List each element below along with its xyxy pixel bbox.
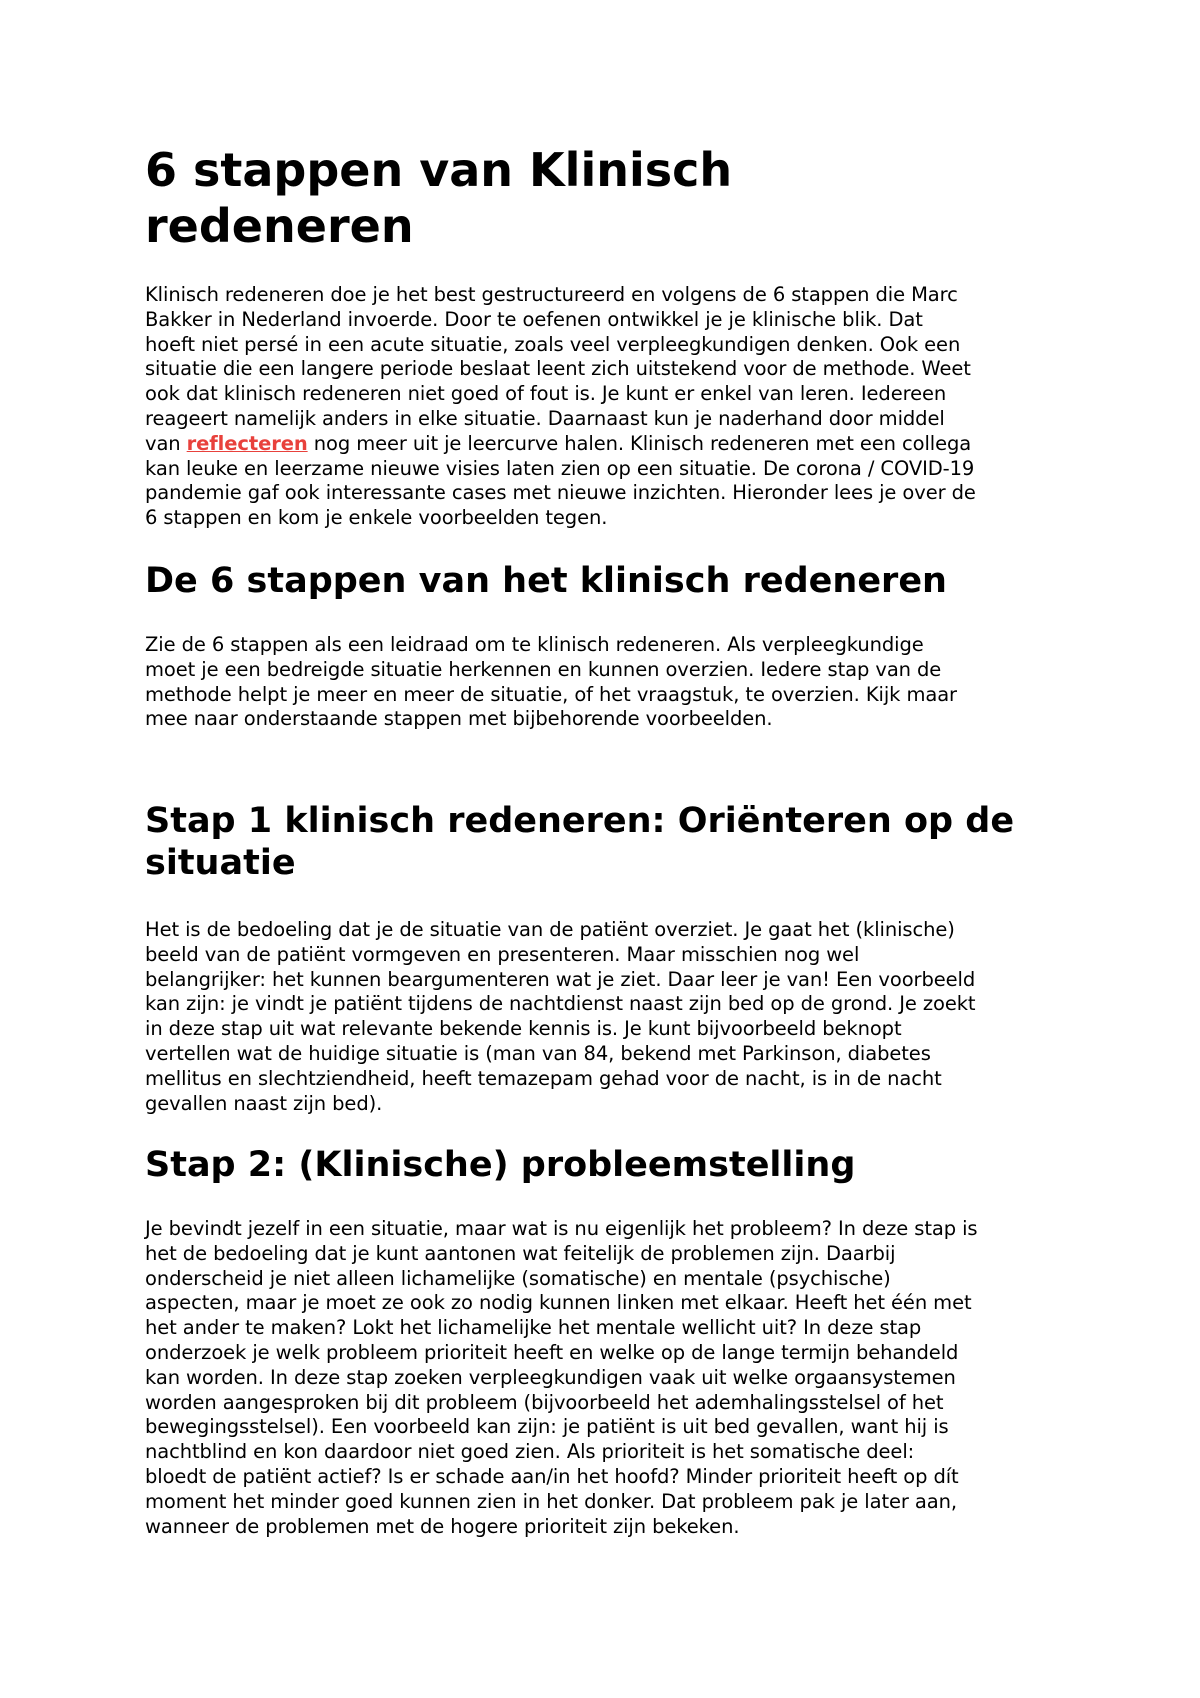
text-line: reageert namelijk anders in elke situatie. Daarnaast kun je naderhand door middel (145, 406, 945, 430)
text-line-with-link (145, 432, 1085, 457)
text-line: onderzoek je welk probleem prioriteit heeft en welke op de lange termijn behandeld (145, 1340, 959, 1364)
text-line: 6 stappen en kom je enkele voorbeelden tegen. (145, 506, 608, 530)
text-line: moment het minder goed kunnen zien in het donker. Dat probleem pak je later aan, (145, 1489, 957, 1513)
text-line: wanneer de problemen met de hogere prioriteit zijn bekeken. (145, 1514, 740, 1538)
text-line: moet je een bedreigde situatie herkennen en kunnen overzien. Iedere stap van de (145, 657, 942, 681)
step1-paragraph (145, 918, 1085, 1116)
text-line: kan zijn: je vindt je patiënt tijdens de nachtdienst naast zijn bed op de grond. Je zoekt (145, 992, 976, 1016)
text-line: ook dat klinisch redeneren niet goed of fout is. Je kunt er enkel van leren. Iedereen (145, 382, 947, 406)
text-line: het de bedoeling dat je kunt aantonen wat feitelijk de problemen zijn. Daarbij (145, 1241, 896, 1265)
text-line: worden aangesproken bij dit probleem (bijvoorbeeld het ademhalingsstelsel of het (145, 1390, 944, 1414)
text-line: hoeft niet persé in een acute situatie, zoals veel verpleegkundigen denken. Ook een (145, 332, 961, 356)
reflecteren-link[interactable]: reflecteren (186, 431, 308, 455)
text-line: bewegingsstelsel). Een voorbeeld kan zijn: je patiënt is uit bed gevallen, want hij is (145, 1415, 949, 1439)
step2-paragraph (145, 1217, 1085, 1539)
text-line: onderscheid je niet alleen lichamelijke (somatische) en mentale (psychische) (145, 1266, 891, 1290)
text-line: vertellen wat de huidige situatie is (man van 84, bekend met Parkinson, diabetes (145, 1041, 931, 1065)
text-line: Bakker in Nederland invoerde. Door te oefenen ontwikkel je je klinische blik. Dat (145, 307, 923, 331)
text-line: nachtblind en kon daardoor niet goed zien. Als prioriteit is het somatische deel: (145, 1440, 915, 1464)
page-title (145, 142, 1085, 254)
text-line: pandemie gaf ook interessante cases met nieuwe inzichten. Hieronder lees je over de (145, 481, 976, 505)
text-line: Klinisch redeneren doe je het best gestructureerd en volgens de 6 stappen die Marc (145, 283, 958, 306)
text-line: bloedt de patiënt actief? Is er schade aan/in het hoofd? Minder prioriteit heeft op dít (145, 1464, 959, 1488)
text-line: in deze stap uit wat relevante bekende kennis is. Je kunt bijvoorbeeld beknopt (145, 1017, 902, 1041)
text-line: Je bevindt jezelf in een situatie, maar wat is nu eigenlijk het probleem? In deze stap is (145, 1217, 978, 1240)
text-line: kan leuke en leerzame nieuwe visies laten zien op een situatie. De corona / COVID-19 (145, 456, 975, 480)
step1-heading (145, 800, 1014, 884)
text-line: belangrijker: het kunnen beargumenteren wat je ziet. Daar leer je van! Een voorbeeld (145, 967, 976, 991)
text-line: Zie de 6 stappen als een leidraad om te klinisch redeneren. Als verpleegkundige (145, 633, 924, 656)
text-fragment: van (145, 431, 187, 455)
text-line: methode helpt je meer en meer de situatie, of het vraagstuk, te overzien. Kijk maar (145, 682, 957, 706)
heading-line: Stap 1 klinisch redeneren: Oriënteren op de (145, 801, 1015, 841)
text-line: mellitus en slechtziendheid, heeft temazepam gehad voor de nacht, is in de nacht (145, 1066, 942, 1090)
text-line: kan worden. In deze stap zoeken verpleegkundigen vaak uit welke orgaansystemen (145, 1365, 956, 1389)
text-line: aspecten, maar je moet ze ook zo nodig kunnen linken met elkaar. Heeft het één met (145, 1291, 972, 1315)
section-heading-6-stappen: De 6 stappen van het klinisch redeneren (145, 561, 947, 601)
text-line: situatie die een langere periode beslaat leent zich uitstekend voor de methode. Weet (145, 357, 971, 381)
text-line: mee naar onderstaande stappen met bijbehorende voorbeelden. (145, 707, 773, 731)
text-line: gevallen naast zijn bed). (145, 1091, 383, 1115)
text-line: het ander te maken? Lokt het lichamelijke het mentale wellicht uit? In deze stap (145, 1316, 922, 1340)
heading-line: situatie (145, 843, 296, 883)
text-line: Het is de bedoeling dat je de situatie van de patiënt overziet. Je gaat het (klinische) (145, 918, 955, 941)
title-line: redeneren (145, 199, 414, 253)
text-fragment: nog meer uit je leercurve halen. Klinisch redeneren met een collega (307, 431, 972, 455)
intro-paragraph (145, 283, 1085, 531)
title-line: 6 stappen van Klinisch (145, 143, 733, 197)
step2-heading: Stap 2: (Klinische) probleemstelling (145, 1145, 856, 1185)
text-line: beeld van de patiënt vormgeven en presenteren. Maar misschien nog wel (145, 942, 860, 966)
section1-paragraph (145, 633, 1085, 732)
